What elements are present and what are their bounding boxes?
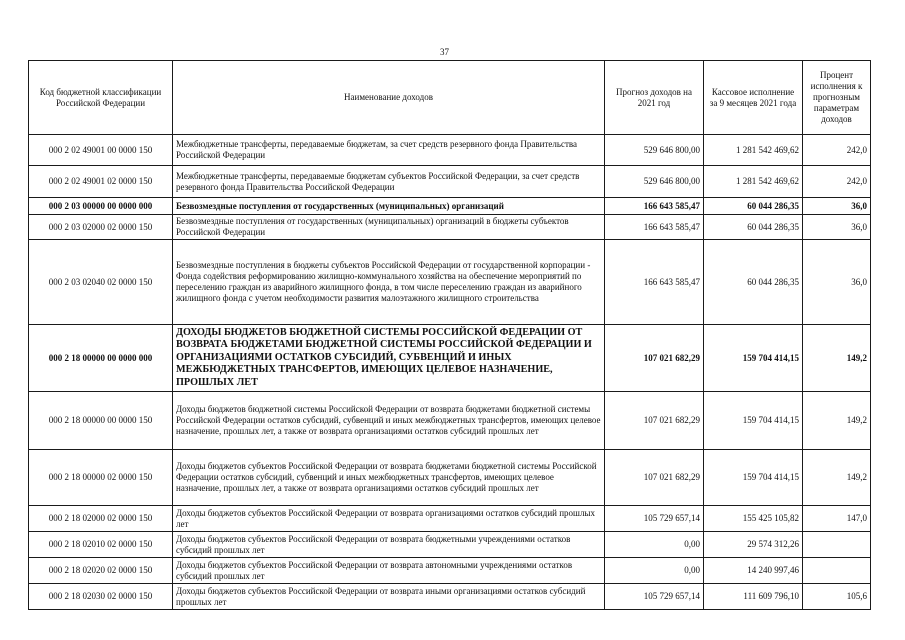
page-number: 37 [440,47,449,57]
row-name: Межбюджетные трансферты, передаваемые бюджетам, за счет средств резервного фонда Правительства Российской Федерации [173,135,605,166]
row-forecast: 166 643 585,47 [605,198,704,215]
budget-revenue-table [28,60,871,610]
row-forecast: 166 643 585,47 [605,215,704,240]
row-name: Доходы бюджетов бюджетной системы Российской Федерации от возврата бюджетами бюджетной системы Российской Федерации остатков субсидий, субвенций и иных межбюджетных трансфертов, имеющих целевое назначение, прошлых лет, а также от возврата организациями остатков субсидий прошлых лет [173,392,605,450]
table-row [29,392,871,450]
table-row [29,325,871,392]
row-forecast: 105 729 657,14 [605,584,704,610]
row-code: 000 2 03 02040 02 0000 150 [29,240,173,325]
row-percent: 149,2 [803,392,871,450]
row-code: 000 2 18 00000 00 0000 000 [29,325,173,392]
row-name: Доходы бюджетов субъектов Российской Федерации от возврата автономными учреждениями остатков субсидий прошлых лет [173,558,605,584]
row-code: 000 2 18 02010 02 0000 150 [29,532,173,558]
row-name: Безвозмездные поступления в бюджеты субъектов Российской Федерации от государственной корпорации - Фонда содействия реформированию жилищно-коммунального хозяйства на обеспечение мероприятий по переселению граждан из аварийного жилищного фонда, в том числе переселению граждан из аварийного жилищного фонда с учетом необходимости развития малоэтажного жилищного строительства [173,240,605,325]
row-code: 000 2 02 49001 02 0000 150 [29,166,173,198]
row-actual: 1 281 542 469,62 [704,135,803,166]
row-actual: 60 044 286,35 [704,198,803,215]
row-percent: 36,0 [803,240,871,325]
row-forecast: 105 729 657,14 [605,506,704,532]
row-code: 000 2 18 02020 02 0000 150 [29,558,173,584]
header-name: Наименование доходов [173,61,605,135]
row-actual: 159 704 414,15 [704,325,803,392]
row-name: Безвозмездные поступления от государственных (муниципальных) организаций в бюджеты субъектов Российской Федерации [173,215,605,240]
header-percent: Процент исполнения к прогнозным параметрам доходов [803,61,871,135]
table-row [29,135,871,166]
row-code: 000 2 02 49001 00 0000 150 [29,135,173,166]
row-name: ДОХОДЫ БЮДЖЕТОВ БЮДЖЕТНОЙ СИСТЕМЫ РОССИЙСКОЙ ФЕДЕРАЦИИ ОТ ВОЗВРАТА БЮДЖЕТАМИ БЮДЖЕТНОЙ СИСТЕМЫ РОССИЙСКОЙ ФЕДЕРАЦИИ И ОРГАНИЗАЦИЯМИ ОСТАТКОВ СУБСИДИЙ, СУБВЕНЦИЙ И ИНЫХ МЕЖБЮДЖЕТНЫХ ТРАНСФЕРТОВ, ИМЕЮЩИХ ЦЕЛЕВОЕ НАЗНАЧЕНИЕ, ПРОШЛЫХ ЛЕТ [173,325,605,392]
table-row [29,215,871,240]
row-name: Доходы бюджетов субъектов Российской Федерации от возврата бюджетами бюджетной системы Российской Федерации остатков субсидий, субвенций и иных межбюджетных трансфертов, имеющих целевое назначение, прошлых лет, а также от возврата организациями остатков субсидий прошлых лет [173,450,605,506]
row-actual: 60 044 286,35 [704,215,803,240]
header-code: Код бюджетной классификации Российской Федерации [29,61,173,135]
row-actual: 1 281 542 469,62 [704,166,803,198]
header-actual: Кассовое исполнение за 9 месяцев 2021 года [704,61,803,135]
row-name: Доходы бюджетов субъектов Российской Федерации от возврата организациями остатков субсидий прошлых лет [173,506,605,532]
row-code: 000 2 18 00000 02 0000 150 [29,450,173,506]
table-row [29,506,871,532]
table-row [29,558,871,584]
row-actual: 155 425 105,82 [704,506,803,532]
row-percent: 147,0 [803,506,871,532]
row-actual: 111 609 796,10 [704,584,803,610]
row-actual: 159 704 414,15 [704,450,803,506]
row-forecast: 0,00 [605,558,704,584]
row-forecast: 107 021 682,29 [605,392,704,450]
row-code: 000 2 18 02030 02 0000 150 [29,584,173,610]
row-percent: 242,0 [803,135,871,166]
row-name: Доходы бюджетов субъектов Российской Федерации от возврата бюджетными учреждениями остатков субсидий прошлых лет [173,532,605,558]
table-row [29,198,871,215]
row-forecast: 529 646 800,00 [605,135,704,166]
row-forecast: 529 646 800,00 [605,166,704,198]
row-name: Доходы бюджетов субъектов Российской Федерации от возврата иными организациями остатков субсидий прошлых лет [173,584,605,610]
row-code: 000 2 03 02000 02 0000 150 [29,215,173,240]
table-row [29,240,871,325]
row-name: Безвозмездные поступления от государственных (муниципальных) организаций [173,198,605,215]
row-percent [803,532,871,558]
row-code: 000 2 18 00000 00 0000 150 [29,392,173,450]
row-percent [803,558,871,584]
table-row [29,166,871,198]
row-code: 000 2 03 00000 00 0000 000 [29,198,173,215]
row-percent: 149,2 [803,325,871,392]
row-actual: 14 240 997,46 [704,558,803,584]
row-actual: 60 044 286,35 [704,240,803,325]
row-forecast: 107 021 682,29 [605,450,704,506]
row-actual: 29 574 312,26 [704,532,803,558]
row-percent: 242,0 [803,166,871,198]
table-header-row [29,61,871,135]
table-row [29,584,871,610]
row-percent: 105,6 [803,584,871,610]
row-percent: 36,0 [803,198,871,215]
table-row [29,532,871,558]
row-forecast: 0,00 [605,532,704,558]
row-forecast: 166 643 585,47 [605,240,704,325]
header-forecast: Прогноз доходов на 2021 год [605,61,704,135]
row-forecast: 107 021 682,29 [605,325,704,392]
row-actual: 159 704 414,15 [704,392,803,450]
row-percent: 149,2 [803,450,871,506]
table-row [29,450,871,506]
row-name: Межбюджетные трансферты, передаваемые бюджетам субъектов Российской Федерации, за счет средств резервного фонда Правительства Российской Федерации [173,166,605,198]
row-percent: 36,0 [803,215,871,240]
row-code: 000 2 18 02000 02 0000 150 [29,506,173,532]
